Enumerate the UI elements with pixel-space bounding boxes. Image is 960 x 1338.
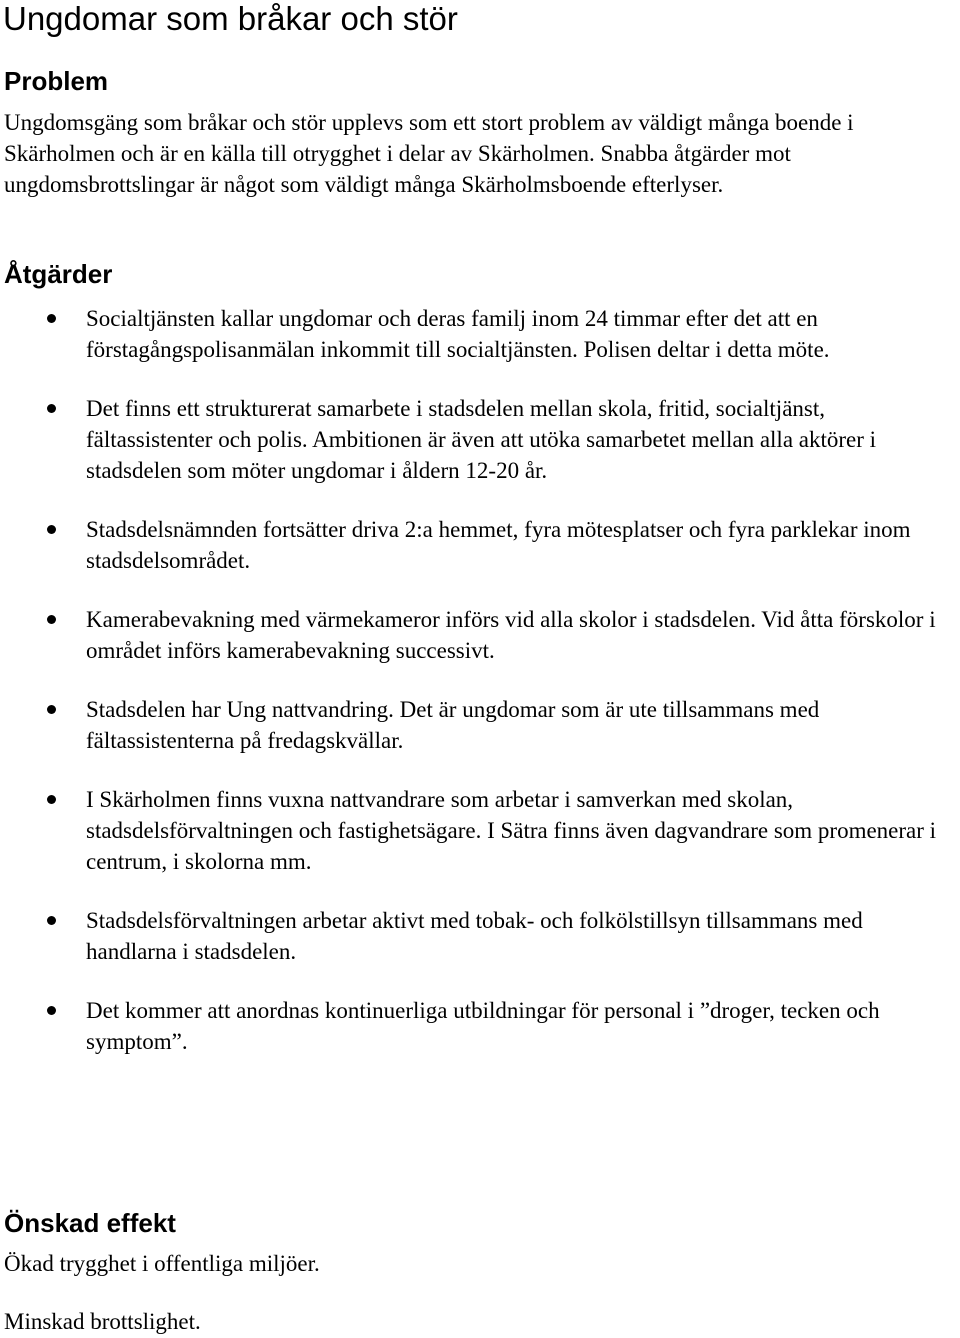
bullet-icon xyxy=(47,916,56,925)
action-item xyxy=(0,694,956,756)
bullet-icon xyxy=(47,525,56,534)
effect-line-2: Minskad brottslighet. xyxy=(4,1309,201,1334)
bullet-icon xyxy=(47,705,56,714)
page-title: Ungdomar som bråkar och stör xyxy=(3,0,458,37)
bullet-icon xyxy=(47,314,56,323)
problem-heading: Problem xyxy=(4,66,109,96)
effect-line-1: Ökad trygghet i offentliga miljöer. xyxy=(4,1251,320,1276)
action-text: Det finns ett strukturerat samarbete i stadsdelen mellan skola, fritid, socialtjänst, fältassistenter och polis. Ambitionen är även att utöka samarbetet mellan alla aktörer i stadsdelen som möter ungdomar i åldern 12-20 år. xyxy=(86,396,877,483)
action-text: Kamerabevakning med värmekameror införs vid alla skolor i stadsdelen. Vid åtta förskolor i området införs kamerabevakning successivt. xyxy=(86,607,936,663)
effect-heading: Önskad effekt xyxy=(4,1208,176,1238)
action-item xyxy=(0,514,956,576)
action-item xyxy=(0,303,956,365)
action-text: Stadsdelsförvaltningen arbetar aktivt med tobak- och folkölstillsyn tillsammans med handlarna i stadsdelen. xyxy=(86,908,863,964)
action-item xyxy=(0,784,956,877)
action-item xyxy=(0,604,956,666)
action-text: Det kommer att anordnas kontinuerliga utbildningar för personal i ”droger, tecken och symptom”. xyxy=(86,998,880,1054)
action-text: I Skärholmen finns vuxna nattvandrare som arbetar i samverkan med skolan, stadsdelsförvaltningen och fastighetsägare. I Sätra finns även dagvandrare som promenerar i centrum, i skolorna mm. xyxy=(86,787,937,874)
bullet-icon xyxy=(47,404,56,413)
action-text: Stadsdelen har Ung nattvandring. Det är ungdomar som är ute tillsammans med fältassistenterna på fredagskvällar. xyxy=(86,697,820,753)
bullet-icon xyxy=(47,615,56,624)
action-item xyxy=(0,393,956,486)
bullet-icon xyxy=(47,795,56,804)
problem-text: Ungdomsgäng som bråkar och stör upplevs som ett stort problem av väldigt många boende i Skärholmen och är en källa till otrygghet i delar av Skärholmen. Snabba åtgärder mot ungdomsbrottslingar är något som väldigt många Skärholmsboende efterlyser. xyxy=(4,110,854,197)
action-text: Stadsdelsnämnden fortsätter driva 2:a hemmet, fyra mötesplatser och fyra parklekar inom stadsdelsområdet. xyxy=(86,517,911,573)
actions-list xyxy=(0,303,960,1085)
action-item xyxy=(0,995,956,1057)
action-item xyxy=(0,905,956,967)
bullet-icon xyxy=(47,1006,56,1015)
action-text: Socialtjänsten kallar ungdomar och deras familj inom 24 timmar efter det att en förstagångspolisanmälan inkommit till socialtjänsten. Polisen deltar i detta möte. xyxy=(86,306,830,362)
actions-heading: Åtgärder xyxy=(4,259,113,289)
